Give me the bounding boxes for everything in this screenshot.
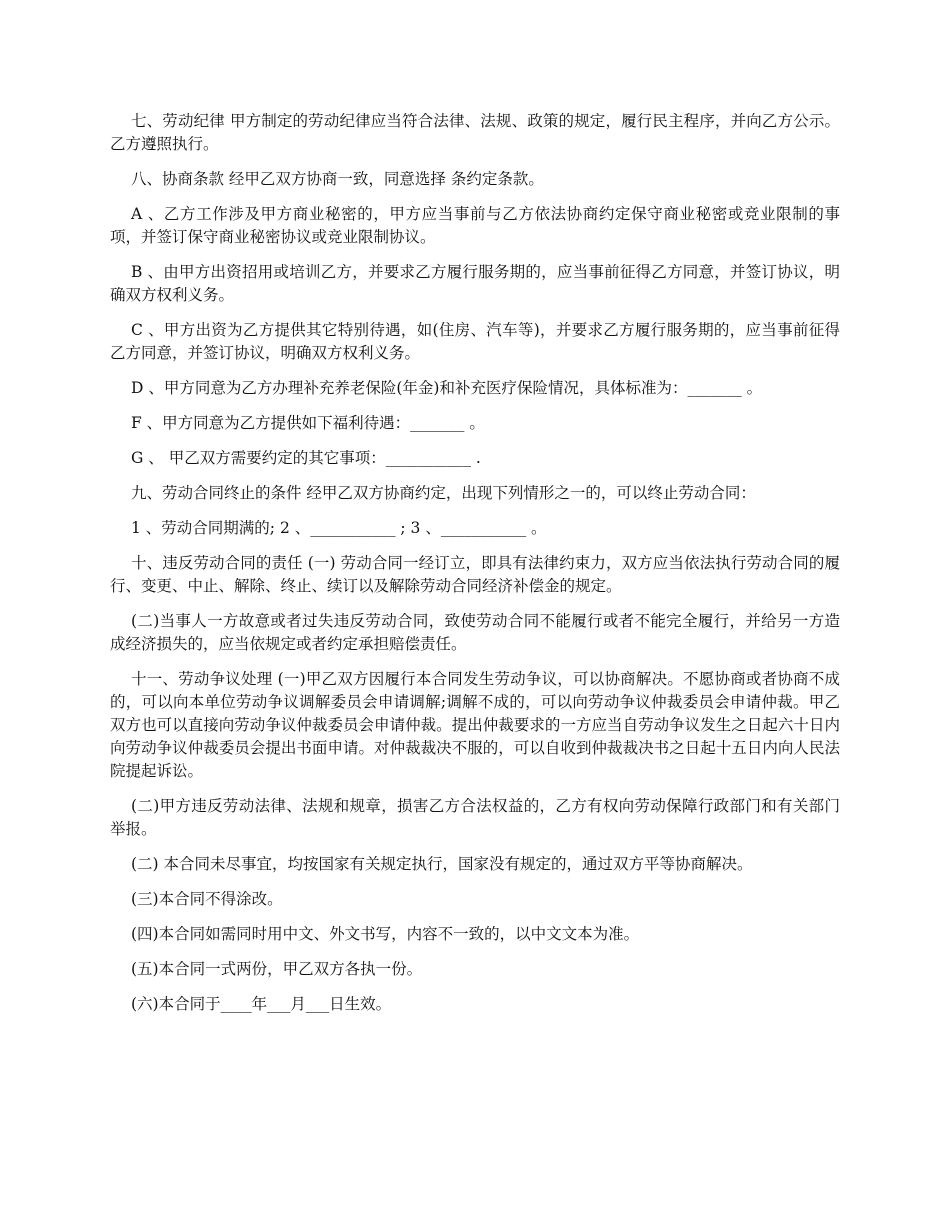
clause-8-item-c: C 、甲方出资为乙方提供其它特别待遇，如(住房、汽车等)，并要求乙方履行服务期的，应当事前征得乙方同意，并签订协议，明确双方权利义务。 xyxy=(110,321,840,362)
clause-9-conditions: 1 、劳动合同期满的; 2 、___________ ; 3 、___________ 。 xyxy=(131,519,547,537)
clause-8-item-d: D 、甲方同意为乙方办理补充养老保险(年金)和补充医疗保险情况，具体标准为：_______ 。 xyxy=(131,379,763,397)
clause-8-item-g: G 、 甲乙双方需要约定的其它事项：___________ . xyxy=(131,449,481,467)
clause-10-liability: 十、违反劳动合同的责任 (一) 劳动合同一经订立，即具有法律约束力，双方应当依法执行劳动合同的履行、变更、中止、解除、终止、续订以及解除劳动合同经济补偿金的规定。 xyxy=(110,554,840,595)
final-matters-unresolved: (二) 本合同未尽事宜，均按国家有关规定执行，国家没有规定的，通过双方平等协商解决。 xyxy=(131,855,753,873)
clause-9-termination: 九、劳动合同终止的条件 经甲乙双方协商约定，出现下列情形之一的，可以终止劳动合同： xyxy=(131,484,756,502)
clause-8-item-b: B 、由甲方出资招用或培训乙方，并要求乙方履行服务期的，应当事前征得乙方同意，并签订协议，明确双方权利义务。 xyxy=(110,263,840,304)
clause-8-item-f: F 、甲方同意为乙方提供如下福利待遇：_______ 。 xyxy=(131,414,485,432)
final-no-alteration: (三)本合同不得涂改。 xyxy=(131,890,283,908)
final-copies: (五)本合同一式两份，甲乙双方各执一份。 xyxy=(131,960,423,978)
clause-8-item-a: A 、乙方工作涉及甲方商业秘密的，甲方应当事前与乙方依法协商约定保守商业秘密或竞业限制的事项，并签订保守商业秘密协议或竞业限制协议。 xyxy=(110,205,840,246)
clause-7-labor-discipline: 七、劳动纪律 甲方制定的劳动纪律应当符合法律、法规、政策的规定，履行民主程序，并向乙方公示。乙方遵照执行。 xyxy=(110,112,840,153)
clause-11-report: (二)甲方违反劳动法律、法规和规章，损害乙方合法权益的，乙方有权向劳动保障行政部门和有关部门举报。 xyxy=(110,797,840,838)
clause-10-compensation: (二)当事人一方故意或者过失违反劳动合同，致使劳动合同不能履行或者不能完全履行，并给另一方造成经济损失的，应当依规定或者约定承担赔偿责任。 xyxy=(110,612,840,653)
document-page xyxy=(110,110,840,1028)
final-effective-date: (六)本合同于____年___月___日生效。 xyxy=(131,995,392,1013)
final-language: (四)本合同如需同时用中文、外文书写，内容不一致的，以中文文本为准。 xyxy=(131,925,640,943)
clause-11-dispute: 十一、劳动争议处理 (一)甲乙双方因履行本合同发生劳动争议，可以协商解决。不愿协商或者协商不成的，可以向本单位劳动争议调解委员会申请调解;调解不成的，可以向劳动争议仲裁委员会申请仲裁。甲乙双方也可以直接向劳动争议仲裁委员会申请仲裁。提出仲裁要求的一方应当自劳动争议发生之日起六十日内向劳动争议仲裁委员会提出书面申请。对仲裁裁决不服的，可以自收到仲裁裁决书之日起十五日内向人民法院提起诉讼。 xyxy=(110,670,840,780)
clause-8-negotiated-terms: 八、协商条款 经甲乙双方协商一致，同意选择 条约定条款。 xyxy=(131,170,544,188)
